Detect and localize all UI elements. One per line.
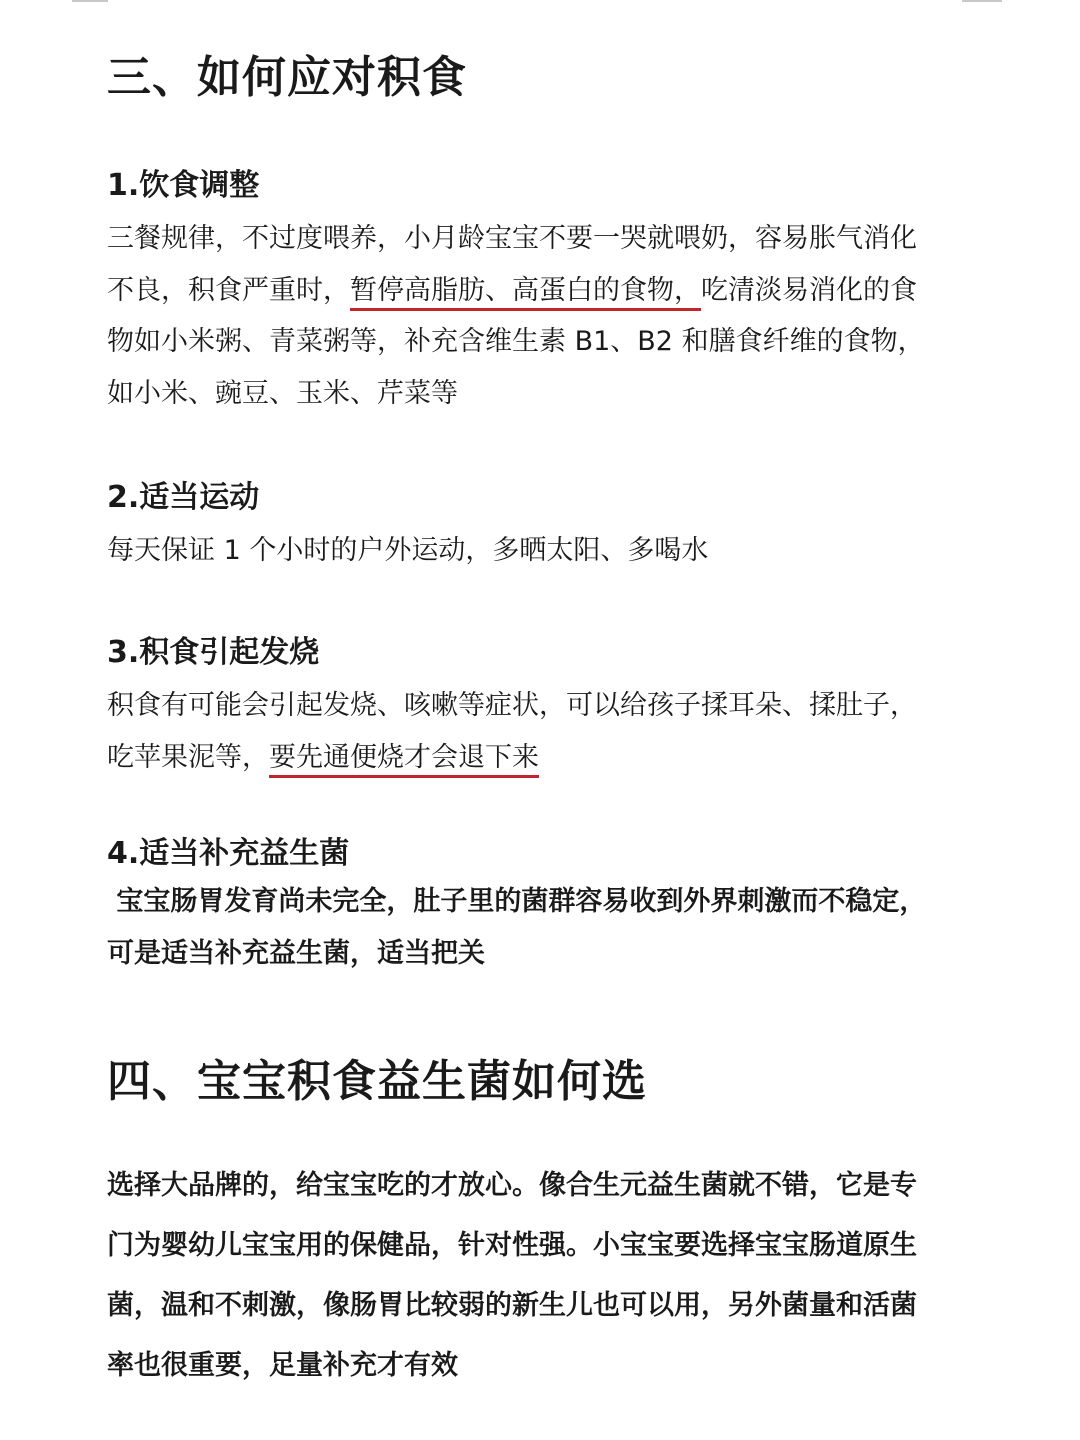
item-1-line-2-tail: 吃清淡易消化的食 [701,274,917,306]
page-corner-mark-right [962,0,1002,2]
item-4-line-1: 宝宝肠胃发育尚未完全，肚子里的菌群容易收到外界刺激而不稳定， [107,886,927,917]
item-2-heading: 2.适当运动 [107,480,260,515]
item-2-body [107,525,987,577]
item-1-heading: 1.饮食调整 [107,168,260,203]
section-4-line-4: 率也很重要，足量补充才有效 [107,1350,458,1381]
section-4-body [107,1156,987,1396]
item-1-line-2-lead: 不良，积食严重时， [107,274,350,306]
item-3-line-2-lead: 吃苹果泥等， [107,741,269,773]
item-2-line-1: 每天保证 1 个小时的户外运动，多晒太阳、多喝水 [107,535,709,566]
item-4-line-2: 可是适当补充益生菌，适当把关 [107,937,485,969]
section-3-title: 三、如何应对积食 [107,52,467,103]
item-4-heading: 4.适当补充益生菌 [107,836,350,871]
item-1-line-4: 如小米、豌豆、玉米、芹菜等 [107,377,458,409]
item-3-body [107,680,987,783]
item-3-highlight: 要先通便烧才会退下来 [269,741,539,773]
item-1-line-2 [107,265,987,317]
item-1-line-1: 三餐规律，不过度喂养，小月龄宝宝不要一哭就喂奶，容易胀气消化 [107,223,917,254]
item-3-line-1: 积食有可能会引起发烧、咳嗽等症状，可以给孩子揉耳朵、揉肚子， [107,690,917,721]
section-4-title: 四、宝宝积食益生菌如何选 [107,1056,647,1107]
item-1-highlight: 暂停高脂肪、高蛋白的食物， [350,274,701,306]
section-4-line-3: 菌，温和不刺激，像肠胃比较弱的新生儿也可以用，另外菌量和活菌 [107,1290,917,1321]
item-3-heading: 3.积食引起发烧 [107,635,320,670]
item-3-line-2 [107,732,987,784]
page-corner-mark-left [72,0,108,2]
item-4-body [107,876,987,979]
section-4-line-1: 选择大品牌的，给宝宝吃的才放心。像合生元益生菌就不错，它是专 [107,1170,917,1201]
item-1-body [107,213,987,419]
section-4-line-2: 门为婴幼儿宝宝用的保健品，针对性强。小宝宝要选择宝宝肠道原生 [107,1230,917,1261]
item-1-line-3: 物如小米粥、青菜粥等，补充含维生素 B1、B2 和膳食纤维的食物， [107,326,925,357]
